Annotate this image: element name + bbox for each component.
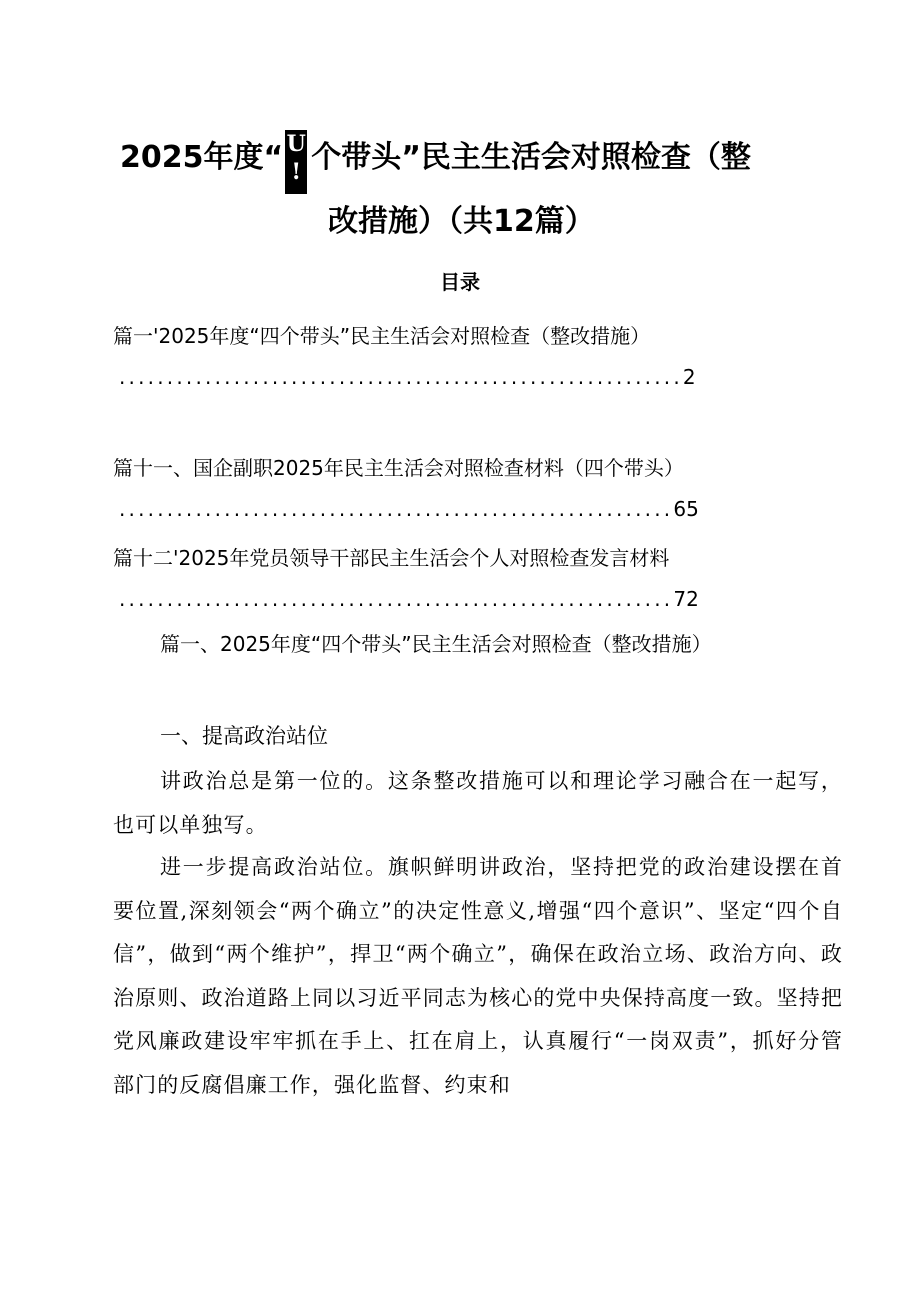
toc-entry-leader xyxy=(113,587,813,611)
document-title xyxy=(120,131,820,244)
toc-entry[interactable] xyxy=(113,452,813,521)
toc-entry-title[interactable]: 篇十一、国企副职2025年民主生活会对照检查材料（四个带头） xyxy=(113,456,684,480)
title-obscured-glyph: U ! xyxy=(285,130,307,194)
toc-dot-leader: .......................................................... xyxy=(119,587,674,611)
toc-page-number: 2 xyxy=(682,365,696,389)
toc-entry-title[interactable]: 篇一'2025年度“四个带头”民主生活会对照检查（整改措施） xyxy=(113,324,651,348)
body-paragraph: 进一步提高政治站位。旗帜鲜明讲政治，坚持把党的政治建设摆在首要位置,深刻领会“两个确立”的决定性意义,增强“四个意识”、坚定“四个自信”，做到“两个维护”，捍卫“两个确立”，确保在政治立场、政治方向、政治原则、政治道路上同以习近平同志为核心的党中央保持高度一致。坚持把党风廉政建设牢牢抓在手上、扛在肩上，认真履行“一岗双责”，抓好分管部门的反腐倡廉工作，强化监督、约束和 xyxy=(113,855,843,1097)
toc-entry-leader xyxy=(113,365,813,389)
body-paragraph: 讲政治总是第一位的。这条整改措施可以和理论学习融合在一起写，也可以单独写。 xyxy=(113,769,843,837)
title-line-2: 改措施）（共12篇） xyxy=(328,204,595,239)
toc-page-number: 65 xyxy=(673,497,699,521)
toc-page-number: 72 xyxy=(673,587,699,611)
title-line-1-prefix: 2025年度“ xyxy=(120,140,284,175)
section-title: 篇一、2025年度“四个带头”民主生活会对照检查（整改措施） xyxy=(160,632,712,656)
subheading: 一、提高政治站位 xyxy=(160,724,328,748)
toc-dot-leader: .......................................................... xyxy=(119,497,674,521)
toc-entry-leader xyxy=(113,497,813,521)
toc-entry[interactable] xyxy=(113,542,813,611)
toc-heading: 目录 xyxy=(440,270,480,294)
toc-entry-title[interactable]: 篇十二'2025年党员领导干部民主生活会个人对照检查发言材料 xyxy=(113,546,670,570)
title-line-1-suffix: 个带头”民主生活会对照检查（整 xyxy=(311,140,751,175)
toc-entry[interactable] xyxy=(113,320,813,389)
title-line-1 xyxy=(120,131,820,200)
toc-dot-leader: ........................................................... xyxy=(119,365,683,389)
